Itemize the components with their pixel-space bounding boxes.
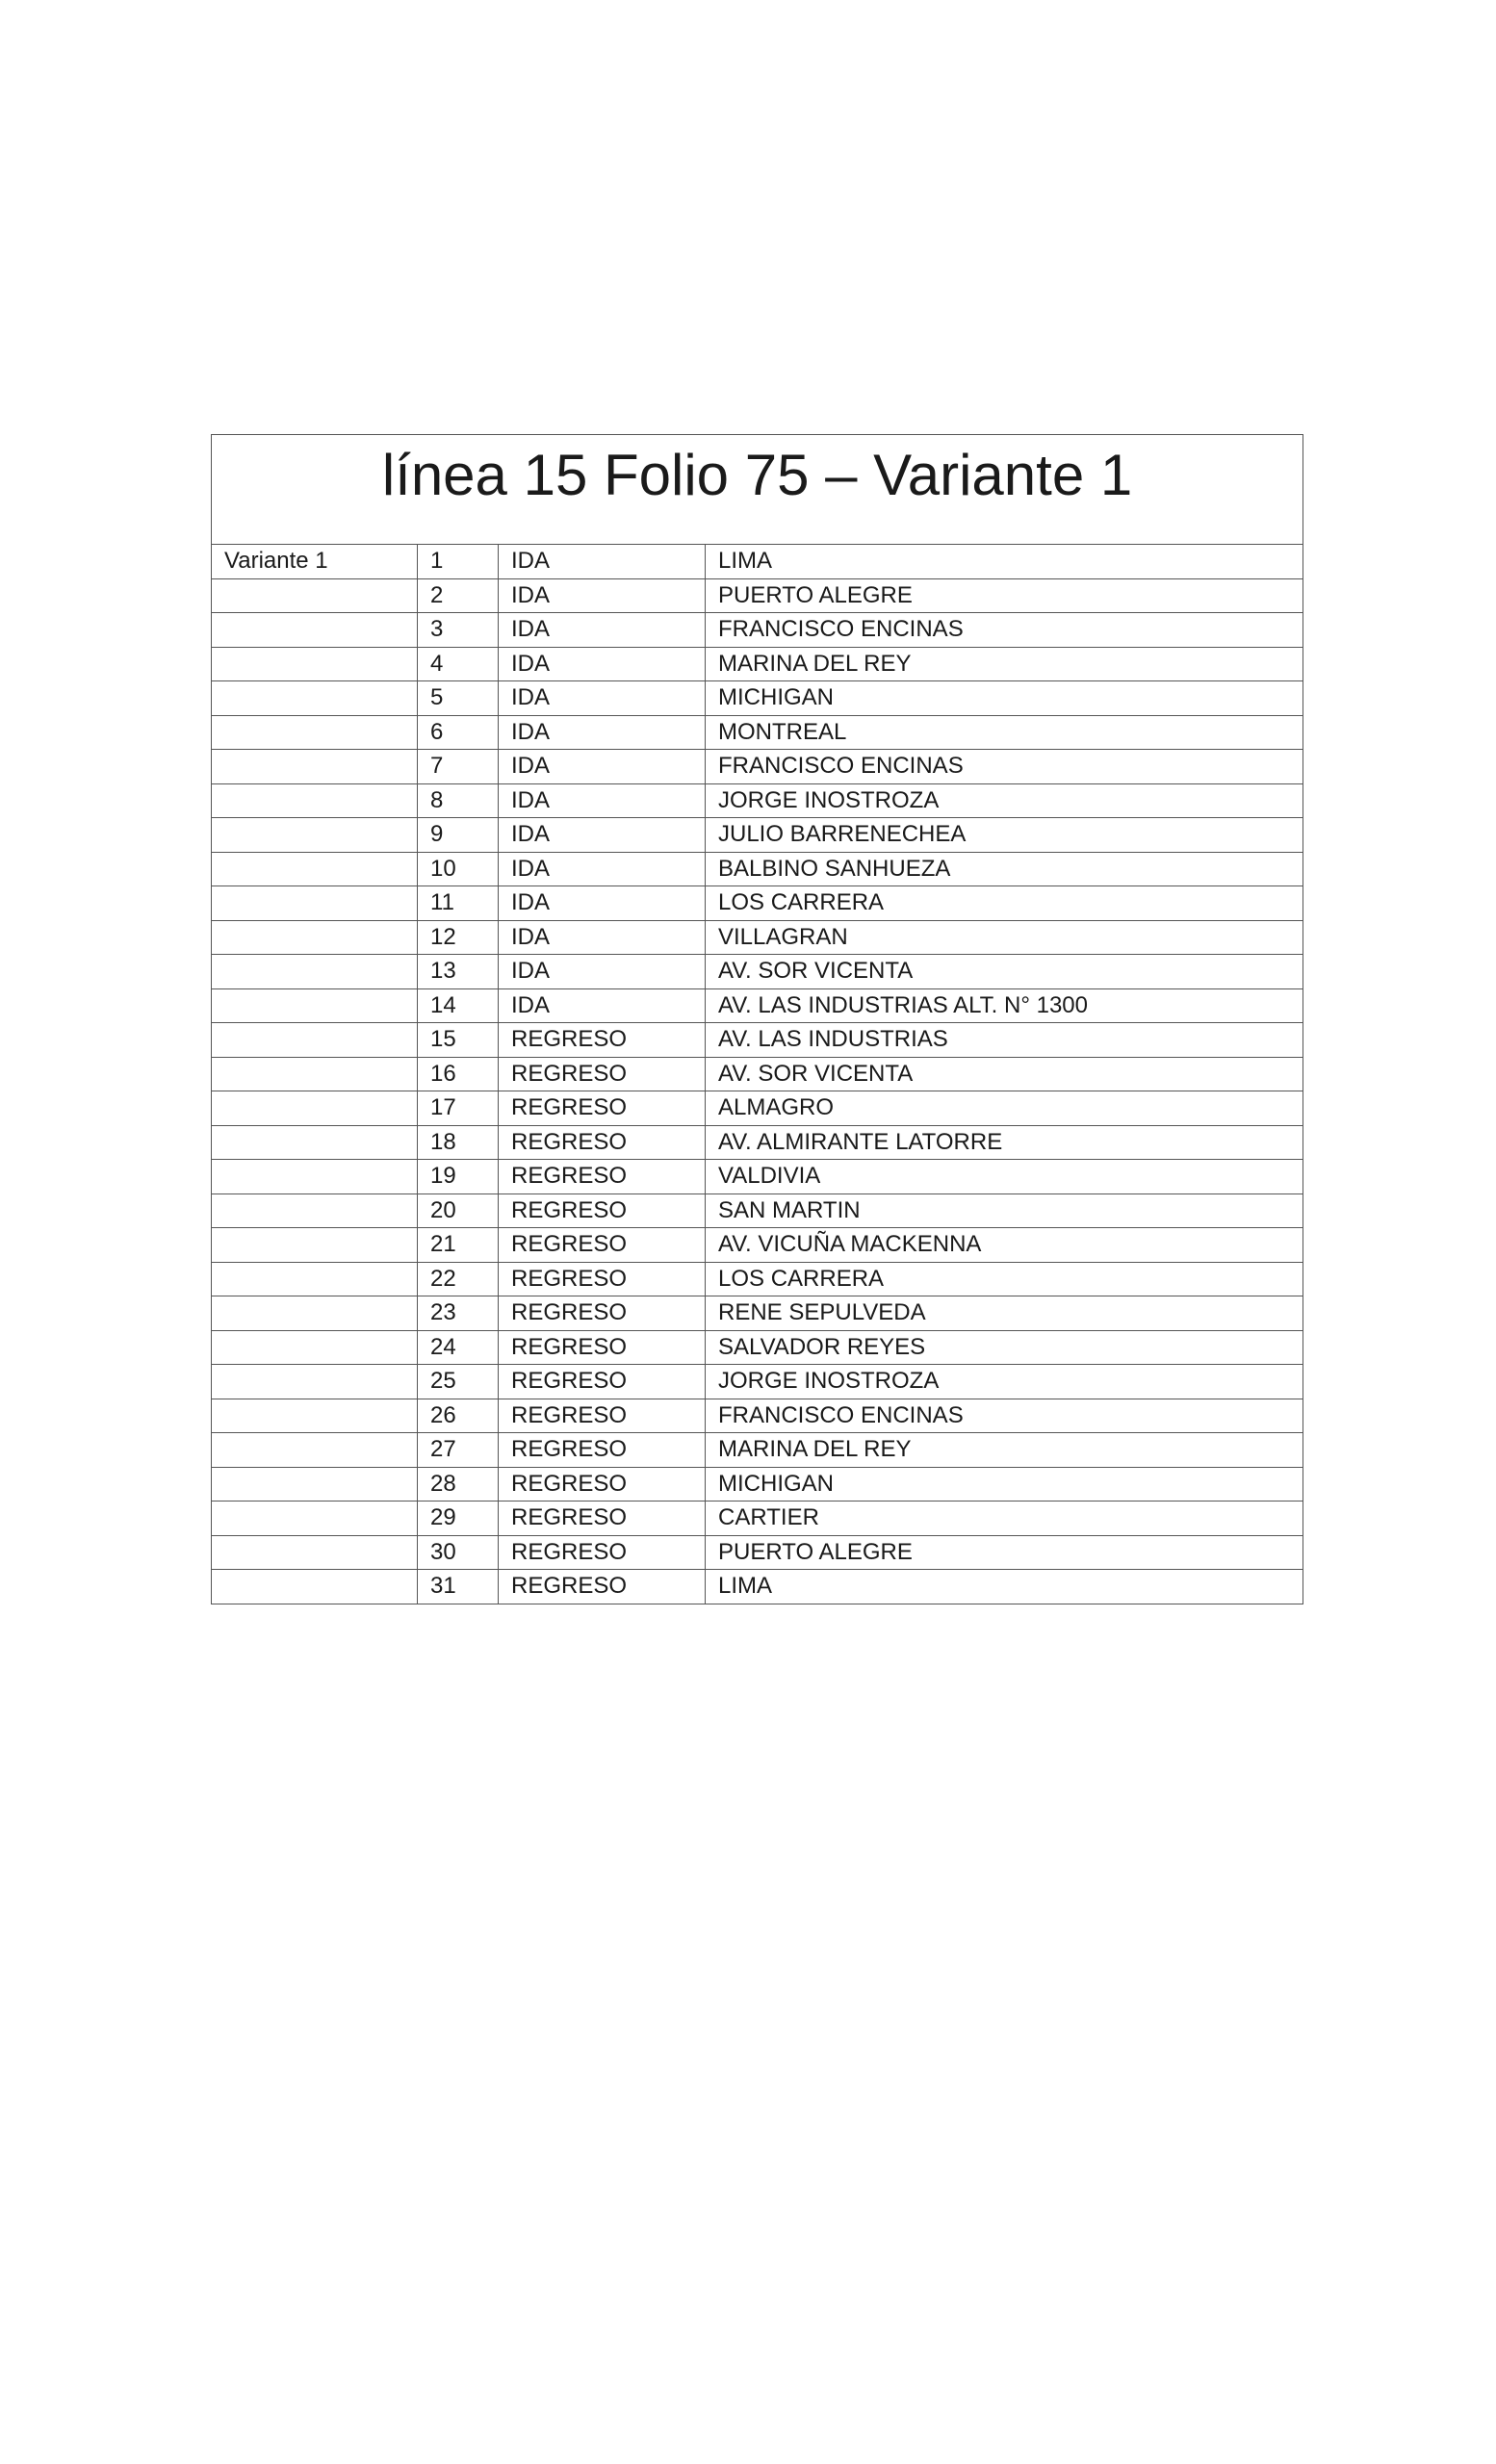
table-row	[212, 1228, 1303, 1263]
table-row	[212, 955, 1303, 989]
direction: REGRESO	[499, 1296, 706, 1331]
variant-cell	[212, 750, 418, 784]
stop-number: 3	[418, 613, 499, 648]
variant-cell	[212, 1057, 418, 1091]
direction: REGRESO	[499, 1502, 706, 1536]
stop-number: 6	[418, 715, 499, 750]
variant-cell	[212, 647, 418, 681]
variant-cell	[212, 852, 418, 886]
street-name: CARTIER	[706, 1502, 1303, 1536]
direction: REGRESO	[499, 1091, 706, 1126]
direction: REGRESO	[499, 1433, 706, 1468]
street-name: MONTREAL	[706, 715, 1303, 750]
direction: REGRESO	[499, 1057, 706, 1091]
direction: REGRESO	[499, 1160, 706, 1194]
direction: IDA	[499, 886, 706, 921]
variant-cell	[212, 613, 418, 648]
street-name: LIMA	[706, 1570, 1303, 1604]
table-row	[212, 545, 1303, 579]
variant-cell	[212, 715, 418, 750]
stop-number: 19	[418, 1160, 499, 1194]
street-name: JORGE INOSTROZA	[706, 1365, 1303, 1399]
table-row	[212, 1160, 1303, 1194]
street-name: VALDIVIA	[706, 1160, 1303, 1194]
direction: IDA	[499, 578, 706, 613]
stop-number: 15	[418, 1023, 499, 1058]
direction: REGRESO	[499, 1023, 706, 1058]
street-name: FRANCISCO ENCINAS	[706, 750, 1303, 784]
stop-number: 20	[418, 1194, 499, 1228]
street-name: AV. VICUÑA MACKENNA	[706, 1228, 1303, 1263]
stop-number: 9	[418, 818, 499, 853]
table-row	[212, 681, 1303, 716]
direction: REGRESO	[499, 1330, 706, 1365]
stop-number: 14	[418, 988, 499, 1023]
stop-number: 18	[418, 1125, 499, 1160]
variant-cell	[212, 1467, 418, 1502]
variant-cell	[212, 1365, 418, 1399]
direction: IDA	[499, 613, 706, 648]
direction: REGRESO	[499, 1467, 706, 1502]
variant-cell	[212, 1091, 418, 1126]
stop-number: 17	[418, 1091, 499, 1126]
street-name: MICHIGAN	[706, 681, 1303, 716]
direction: IDA	[499, 681, 706, 716]
table-row	[212, 1365, 1303, 1399]
street-name: AV. LAS INDUSTRIAS	[706, 1023, 1303, 1058]
direction: IDA	[499, 852, 706, 886]
table-row	[212, 1399, 1303, 1433]
table-row	[212, 1057, 1303, 1091]
table-row	[212, 1091, 1303, 1126]
direction: REGRESO	[499, 1365, 706, 1399]
street-name: FRANCISCO ENCINAS	[706, 613, 1303, 648]
stop-number: 8	[418, 783, 499, 818]
street-name: AV. SOR VICENTA	[706, 1057, 1303, 1091]
street-name: PUERTO ALEGRE	[706, 578, 1303, 613]
title-row	[212, 435, 1303, 545]
stop-number: 22	[418, 1262, 499, 1296]
table-row	[212, 920, 1303, 955]
variant-cell	[212, 1433, 418, 1468]
stop-number: 4	[418, 647, 499, 681]
stop-number: 28	[418, 1467, 499, 1502]
variant-cell	[212, 1262, 418, 1296]
route-table	[211, 434, 1303, 1604]
table-row	[212, 1535, 1303, 1570]
table-row	[212, 1330, 1303, 1365]
variant-cell	[212, 1399, 418, 1433]
street-name: RENE SEPULVEDA	[706, 1296, 1303, 1331]
street-name: VILLAGRAN	[706, 920, 1303, 955]
variant-cell	[212, 1570, 418, 1604]
direction: REGRESO	[499, 1228, 706, 1263]
street-name: MARINA DEL REY	[706, 1433, 1303, 1468]
stop-number: 30	[418, 1535, 499, 1570]
stop-number: 27	[418, 1433, 499, 1468]
variant-cell	[212, 1023, 418, 1058]
street-name: BALBINO SANHUEZA	[706, 852, 1303, 886]
table-row	[212, 1262, 1303, 1296]
variant-cell	[212, 1502, 418, 1536]
variant-cell	[212, 1296, 418, 1331]
variant-cell	[212, 1535, 418, 1570]
variant-cell	[212, 681, 418, 716]
direction: REGRESO	[499, 1262, 706, 1296]
table-row	[212, 1125, 1303, 1160]
variant-cell	[212, 886, 418, 921]
street-name: SALVADOR REYES	[706, 1330, 1303, 1365]
street-name: FRANCISCO ENCINAS	[706, 1399, 1303, 1433]
street-name: AV. SOR VICENTA	[706, 955, 1303, 989]
variant-cell	[212, 818, 418, 853]
stop-number: 7	[418, 750, 499, 784]
variant-cell	[212, 1194, 418, 1228]
stop-number: 29	[418, 1502, 499, 1536]
variant-cell	[212, 1125, 418, 1160]
variant-cell	[212, 578, 418, 613]
direction: IDA	[499, 920, 706, 955]
table-row	[212, 1502, 1303, 1536]
direction: IDA	[499, 545, 706, 579]
street-name: LOS CARRERA	[706, 1262, 1303, 1296]
street-name: LIMA	[706, 545, 1303, 579]
street-name: MARINA DEL REY	[706, 647, 1303, 681]
direction: IDA	[499, 750, 706, 784]
table-row	[212, 852, 1303, 886]
direction: IDA	[499, 988, 706, 1023]
stop-number: 12	[418, 920, 499, 955]
stop-number: 31	[418, 1570, 499, 1604]
stop-number: 1	[418, 545, 499, 579]
stop-number: 10	[418, 852, 499, 886]
table-row	[212, 578, 1303, 613]
stop-number: 24	[418, 1330, 499, 1365]
direction: IDA	[499, 783, 706, 818]
table-row	[212, 783, 1303, 818]
stop-number: 21	[418, 1228, 499, 1263]
table-row	[212, 988, 1303, 1023]
table-row	[212, 647, 1303, 681]
street-name: LOS CARRERA	[706, 886, 1303, 921]
table-row	[212, 1194, 1303, 1228]
direction: IDA	[499, 647, 706, 681]
variant-cell	[212, 1160, 418, 1194]
table-row	[212, 1296, 1303, 1331]
street-name: JULIO BARRENECHEA	[706, 818, 1303, 853]
street-name: PUERTO ALEGRE	[706, 1535, 1303, 1570]
direction: IDA	[499, 955, 706, 989]
stop-number: 25	[418, 1365, 499, 1399]
stop-number: 16	[418, 1057, 499, 1091]
table-row	[212, 1570, 1303, 1604]
table-row	[212, 750, 1303, 784]
variant-cell	[212, 988, 418, 1023]
street-name: MICHIGAN	[706, 1467, 1303, 1502]
table-row	[212, 613, 1303, 648]
route-table-body	[212, 435, 1303, 1604]
direction: REGRESO	[499, 1194, 706, 1228]
street-name: AV. LAS INDUSTRIAS ALT. N° 1300	[706, 988, 1303, 1023]
variant-cell	[212, 955, 418, 989]
table-row	[212, 1023, 1303, 1058]
direction: REGRESO	[499, 1125, 706, 1160]
variant-cell	[212, 920, 418, 955]
street-name: JORGE INOSTROZA	[706, 783, 1303, 818]
page-title: línea 15 Folio 75 – Variante 1	[212, 435, 1303, 545]
direction: REGRESO	[499, 1570, 706, 1604]
stop-number: 5	[418, 681, 499, 716]
table-row	[212, 818, 1303, 853]
direction: IDA	[499, 715, 706, 750]
table-row	[212, 1433, 1303, 1468]
stop-number: 13	[418, 955, 499, 989]
direction: REGRESO	[499, 1399, 706, 1433]
variant-cell	[212, 1330, 418, 1365]
table-row	[212, 1467, 1303, 1502]
table-row	[212, 886, 1303, 921]
stop-number: 23	[418, 1296, 499, 1331]
street-name: AV. ALMIRANTE LATORRE	[706, 1125, 1303, 1160]
stop-number: 2	[418, 578, 499, 613]
stop-number: 26	[418, 1399, 499, 1433]
street-name: SAN MARTIN	[706, 1194, 1303, 1228]
variant-cell	[212, 783, 418, 818]
stop-number: 11	[418, 886, 499, 921]
direction: REGRESO	[499, 1535, 706, 1570]
variant-cell	[212, 1228, 418, 1263]
variant-label: Variante 1	[212, 545, 418, 579]
direction: IDA	[499, 818, 706, 853]
street-name: ALMAGRO	[706, 1091, 1303, 1126]
table-row	[212, 715, 1303, 750]
